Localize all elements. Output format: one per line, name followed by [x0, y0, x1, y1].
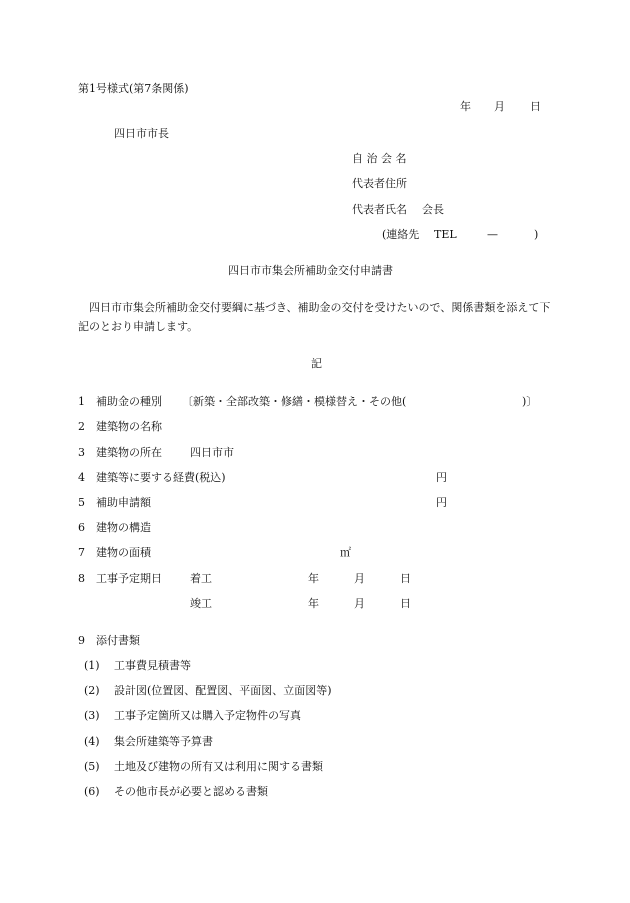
end-day-label: 日	[400, 597, 411, 610]
attachment-text: 集会所建築等予算書	[114, 735, 213, 748]
item-1-label: 補助金の種別	[96, 395, 162, 408]
start-day-label: 日	[400, 572, 411, 585]
representative-address-label: 代表者住所	[352, 177, 407, 190]
start-month-label: 月	[354, 572, 365, 585]
form-number: 第1号様式(第7条関係)	[78, 82, 189, 95]
item-8-number: 8	[78, 572, 85, 585]
body-paragraph: 四日市市集会所補助金交付要綱に基づき、補助金の交付を受けたいので、関係書類を添えて下記のとおり申請します。	[78, 301, 551, 333]
attachment-number: (5)	[84, 760, 100, 773]
attachment-text: 工事予定箇所又は購入予定物件の写真	[114, 709, 301, 722]
item-5-number: 5	[78, 496, 85, 509]
attachment-text: その他市長が必要と認める書類	[114, 785, 268, 798]
item-2-label: 建築物の名称	[96, 420, 162, 433]
item-6-label: 建物の構造	[96, 521, 151, 534]
construction-start-label: 着工	[190, 572, 212, 585]
item-3-label: 建築物の所在	[96, 446, 162, 459]
item-4-label: 建築等に要する経費(税込)	[96, 471, 226, 484]
attachment-number: (6)	[84, 785, 100, 798]
item-2-number: 2	[78, 420, 85, 433]
construction-end-label: 竣工	[190, 597, 212, 610]
representative-name-suffix: 会長	[422, 203, 444, 216]
contact-close: )	[534, 228, 539, 241]
item-9-label: 添付書類	[96, 634, 140, 647]
item-7-label: 建物の面積	[96, 546, 151, 559]
attachment-text: 設計図(位置図、配置図、平面図、立面図等)	[114, 684, 332, 697]
item-1-value: 〔新築・全部改築・修繕・模様替え・その他(	[182, 395, 407, 408]
item-6-number: 6	[78, 521, 85, 534]
attachment-number: (3)	[84, 709, 100, 722]
item-4-unit: 円	[436, 471, 447, 484]
document-title: 四日市市集会所補助金交付申請書	[228, 264, 393, 277]
item-7-number: 7	[78, 546, 85, 559]
ki-heading: 記	[311, 357, 322, 370]
tel-label: TEL	[434, 228, 457, 241]
contact-open: (連絡先	[382, 228, 420, 241]
association-name-label: 自 治 会 名	[352, 152, 407, 165]
addressee: 四日市市長	[114, 127, 169, 140]
item-8-label: 工事予定期日	[96, 572, 162, 585]
attachment-number: (1)	[84, 659, 100, 672]
item-3-value: 四日市市	[190, 446, 234, 459]
attachment-number: (4)	[84, 735, 100, 748]
end-year-label: 年	[308, 597, 319, 610]
representative-name-label: 代表者氏名	[352, 203, 407, 216]
item-1-number: 1	[78, 395, 85, 408]
item-5-unit: 円	[436, 496, 447, 509]
item-1-close: )〕	[522, 395, 538, 408]
item-4-number: 4	[78, 471, 85, 484]
date-day-label: 日	[530, 100, 541, 113]
tel-dash: —	[487, 228, 498, 241]
attachment-text: 工事費見積書等	[114, 659, 191, 672]
date-month-label: 月	[494, 100, 505, 113]
end-month-label: 月	[354, 597, 365, 610]
item-5-label: 補助申請額	[96, 496, 151, 509]
date-year-label: 年	[460, 100, 471, 113]
attachment-text: 土地及び建物の所有又は利用に関する書類	[114, 760, 323, 773]
attachment-number: (2)	[84, 684, 100, 697]
item-3-number: 3	[78, 446, 85, 459]
item-7-unit: ㎡	[340, 546, 351, 559]
start-year-label: 年	[308, 572, 319, 585]
item-9-number: 9	[78, 634, 85, 647]
